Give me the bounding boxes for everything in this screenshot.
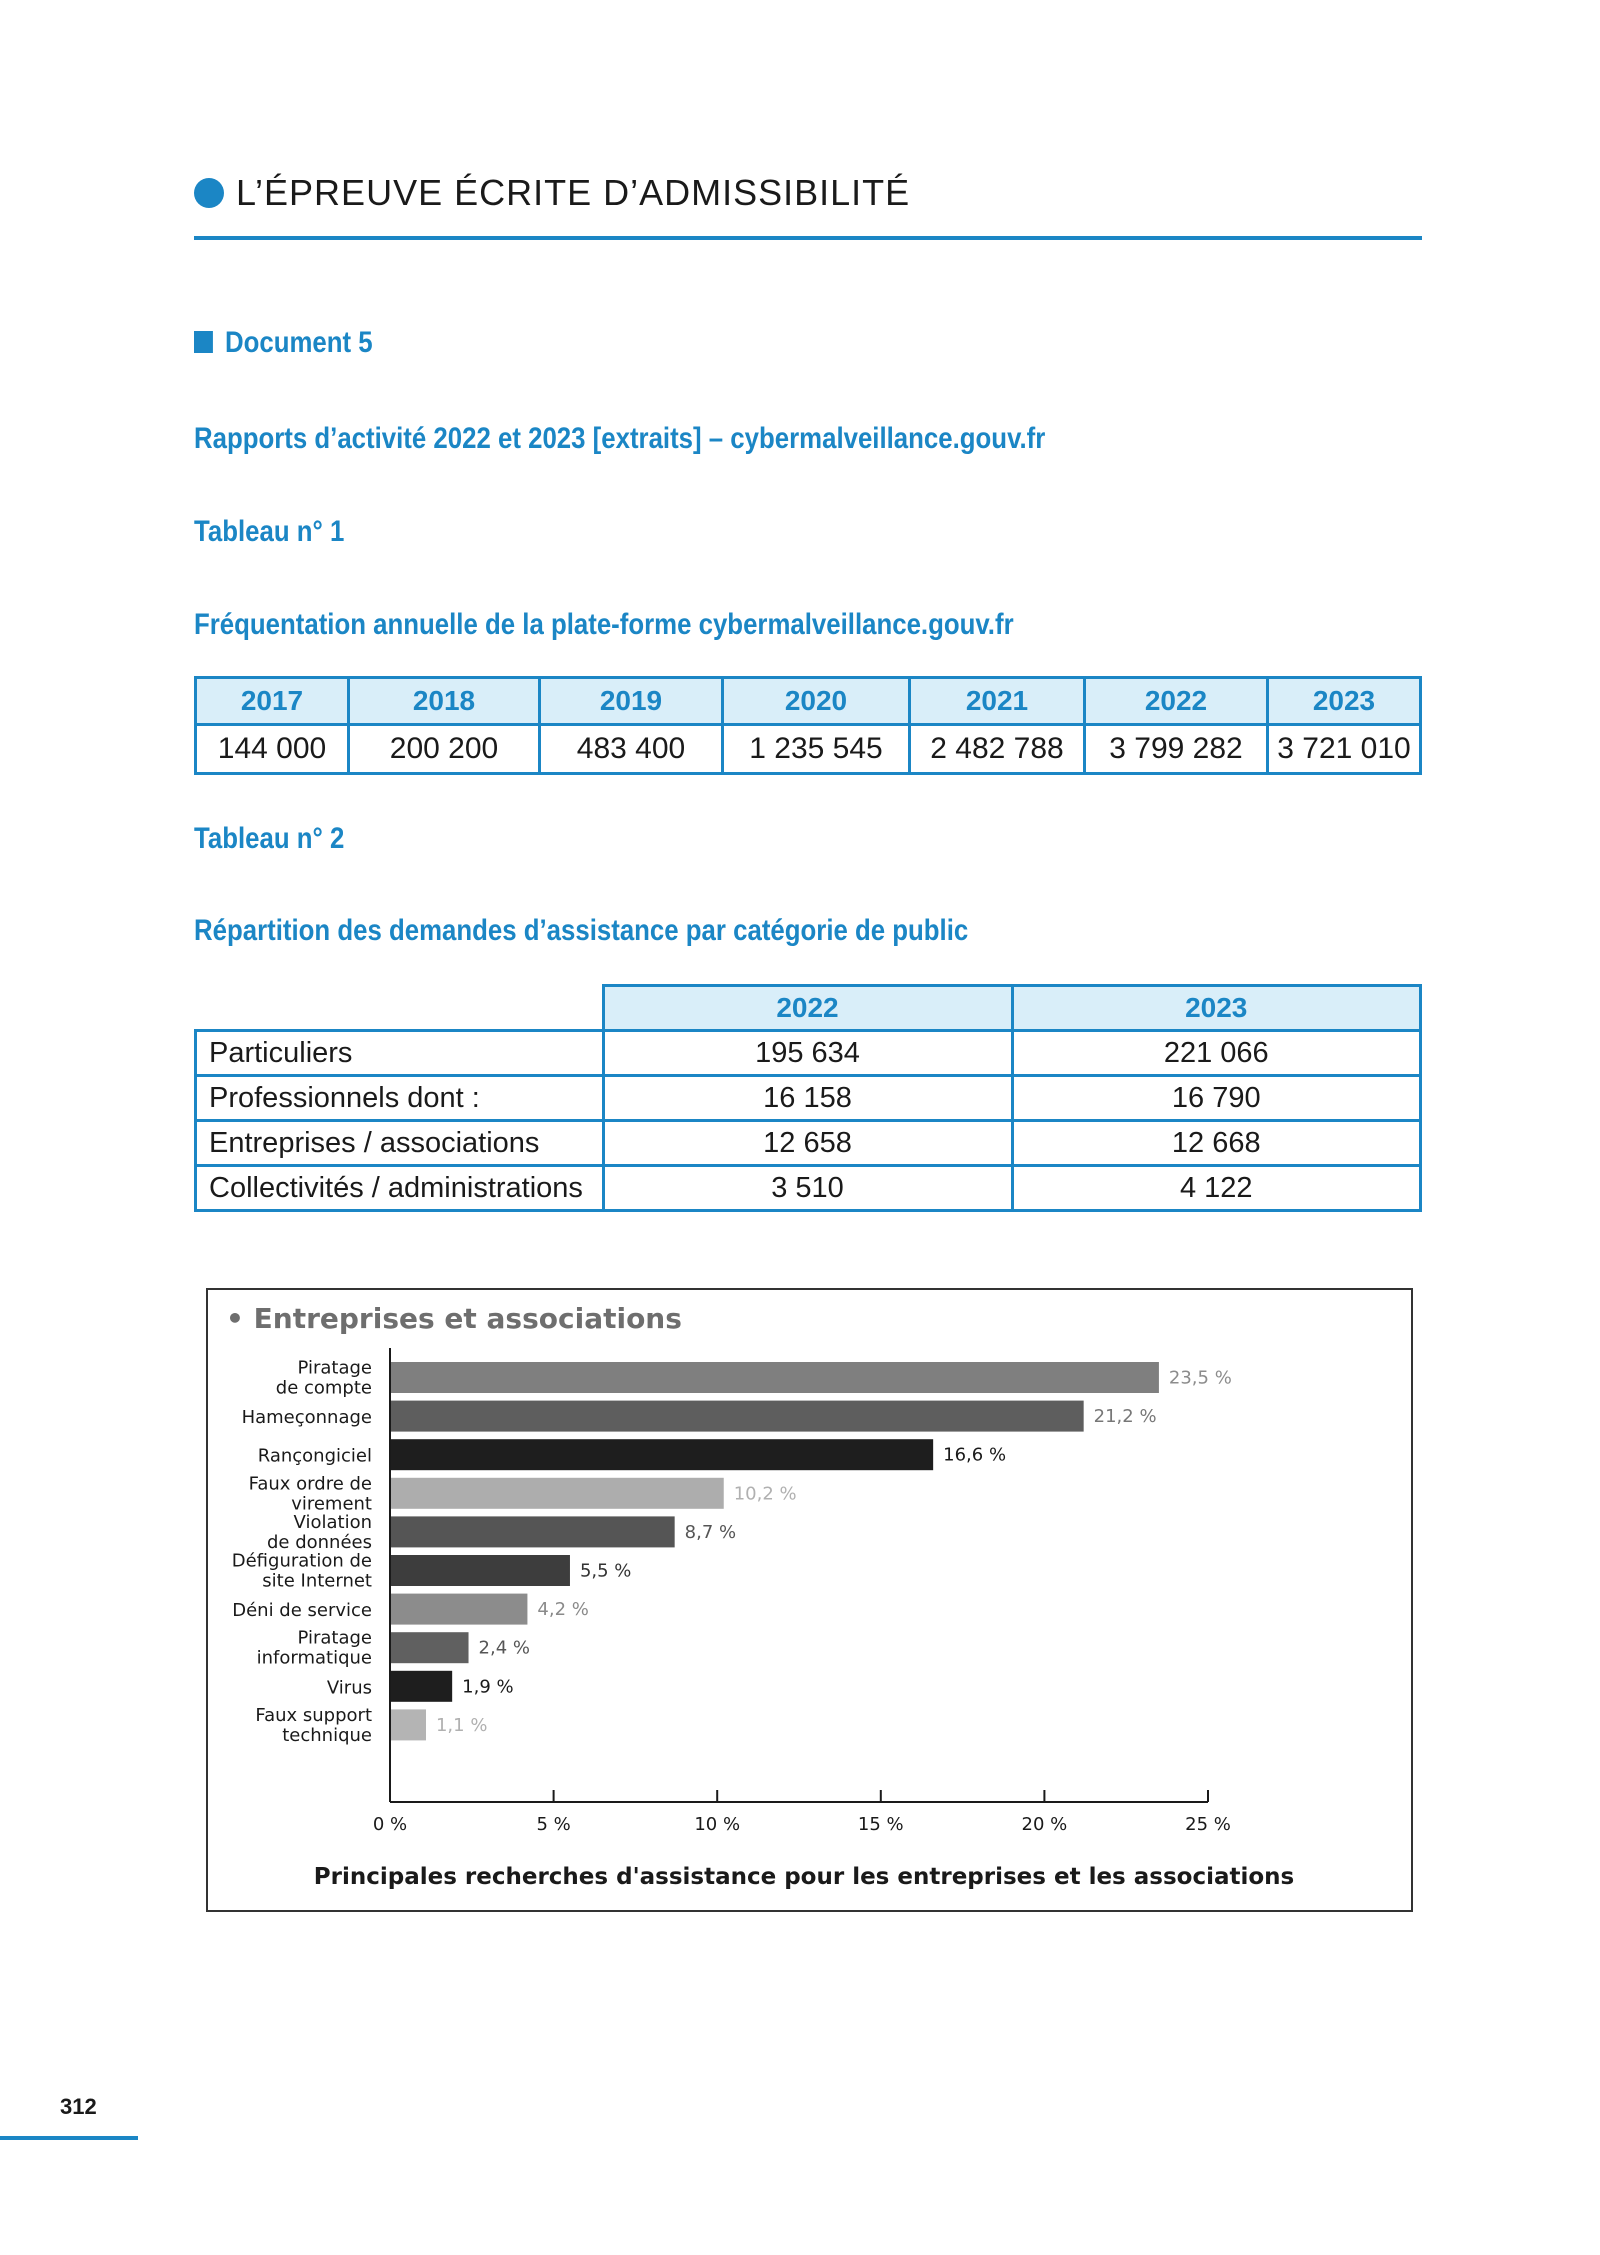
x-tick-label: 20 % — [1021, 1814, 1068, 1835]
category-label: technique — [282, 1724, 372, 1746]
category-label: Hameçonnage — [241, 1407, 372, 1429]
category-label: site Internet — [262, 1570, 372, 1592]
bar-value-label: 1,9 % — [462, 1676, 514, 1698]
chart-bar — [390, 1401, 1084, 1432]
chart-bar — [390, 1709, 426, 1740]
section-header — [194, 172, 1422, 240]
attendance-value: 3 799 282 — [1085, 725, 1268, 774]
year-header: 2022 — [603, 986, 1012, 1031]
bar-value-label: 23,5 % — [1168, 1367, 1232, 1389]
attendance-value: 144 000 — [196, 725, 349, 774]
category-label: Particuliers — [196, 1031, 604, 1076]
table1-subtitle: Fréquentation annuelle de la plate-forme cybermalveillance.gouv.fr — [194, 608, 1014, 641]
assistance-chart — [206, 1288, 1413, 1912]
category-label: virement — [291, 1493, 372, 1515]
section-title: L’ÉPREUVE ÉCRITE D’ADMISSIBILITÉ — [236, 172, 911, 213]
document-source: Rapports d’activité 2022 et 2023 [extraits] – cybermalveillance.gouv.fr — [194, 422, 1046, 455]
value-2023: 12 668 — [1012, 1121, 1421, 1166]
square-bullet-icon — [194, 331, 213, 353]
empty-header-cell — [196, 986, 604, 1031]
table-row — [196, 1031, 1421, 1076]
x-tick-label: 15 % — [857, 1814, 904, 1835]
page-number-rule — [0, 2136, 138, 2140]
table-row — [196, 1166, 1421, 1211]
chart-caption: Principales recherches d'assistance pour les entreprises et les associations — [313, 1864, 1295, 1890]
year-header: 2018 — [349, 678, 540, 725]
chart-bar — [390, 1632, 469, 1663]
chart-bar — [390, 1439, 933, 1470]
attendance-value: 2 482 788 — [910, 725, 1085, 774]
assistance-requests-table — [194, 984, 1422, 1212]
category-label: Professionnels dont : — [196, 1076, 604, 1121]
value-2022: 3 510 — [603, 1166, 1012, 1211]
category-label: de données — [266, 1531, 372, 1553]
category-label: informatique — [256, 1647, 372, 1669]
bar-value-label: 10,2 % — [733, 1483, 797, 1505]
value-2022: 12 658 — [603, 1121, 1012, 1166]
bar-value-label: 2,4 % — [478, 1637, 530, 1659]
x-tick-label: 25 % — [1185, 1814, 1231, 1835]
attendance-value: 483 400 — [540, 725, 723, 774]
table1-heading: Tableau n° 1 — [194, 515, 345, 548]
chart-bar — [390, 1516, 675, 1547]
table-header-row — [196, 986, 1421, 1031]
category-label: Violation — [293, 1511, 372, 1533]
chart-bar — [390, 1478, 724, 1509]
bar-value-label: 1,1 % — [435, 1714, 488, 1736]
category-label: de compte — [275, 1377, 372, 1399]
chart-bar — [390, 1671, 452, 1702]
value-2023: 221 066 — [1012, 1031, 1421, 1076]
category-label: Piratage — [297, 1357, 372, 1379]
attendance-table — [194, 676, 1422, 775]
x-tick-label: 10 % — [694, 1814, 741, 1835]
value-2022: 16 158 — [603, 1076, 1012, 1121]
bar-value-label: 5,5 % — [579, 1560, 632, 1582]
x-tick-label: 5 % — [536, 1814, 571, 1835]
year-header: 2023 — [1268, 678, 1421, 725]
year-header: 2019 — [540, 678, 723, 725]
year-header: 2017 — [196, 678, 349, 725]
bar-value-label: 16,6 % — [943, 1444, 1007, 1466]
attendance-value: 200 200 — [349, 725, 540, 774]
attendance-value: 1 235 545 — [723, 725, 910, 774]
table-row — [196, 1076, 1421, 1121]
bullet-dot-icon — [194, 178, 224, 208]
category-label: Entreprises / associations — [196, 1121, 604, 1166]
chart-bar — [390, 1555, 570, 1586]
year-header: 2021 — [910, 678, 1085, 725]
chart-bar — [390, 1594, 527, 1625]
category-label: Faux support — [255, 1704, 372, 1726]
value-2023: 16 790 — [1012, 1076, 1421, 1121]
category-label: Déni de service — [232, 1600, 372, 1622]
chart-title: • Entreprises et associations — [226, 1302, 682, 1335]
document-label-text: Document 5 — [224, 326, 373, 359]
chart-bar — [390, 1362, 1159, 1393]
table2-subtitle: Répartition des demandes d’assistance par catégorie de public — [194, 914, 969, 947]
value-2022: 195 634 — [603, 1031, 1012, 1076]
year-header: 2023 — [1012, 986, 1421, 1031]
year-header: 2020 — [723, 678, 910, 725]
table2-heading: Tableau n° 2 — [194, 822, 345, 855]
document-label — [194, 326, 373, 360]
bar-chart-svg — [208, 1290, 1411, 1910]
table-row — [196, 1121, 1421, 1166]
category-label: Collectivités / administrations — [196, 1166, 604, 1211]
category-label: Rançongiciel — [257, 1445, 372, 1467]
bar-value-label: 4,2 % — [537, 1599, 589, 1621]
category-label: Virus — [326, 1677, 372, 1699]
x-tick-label: 0 % — [372, 1814, 408, 1835]
page-number: 312 — [60, 2094, 97, 2119]
table-header-row — [196, 678, 1421, 725]
attendance-value: 3 721 010 — [1268, 725, 1421, 774]
year-header: 2022 — [1085, 678, 1268, 725]
table-row — [196, 725, 1421, 774]
category-label: Défiguration de — [231, 1550, 372, 1572]
value-2023: 4 122 — [1012, 1166, 1421, 1211]
bar-value-label: 8,7 % — [684, 1521, 737, 1543]
bar-value-label: 21,2 % — [1093, 1406, 1157, 1428]
category-label: Faux ordre de — [248, 1473, 372, 1495]
category-label: Piratage — [297, 1627, 372, 1649]
